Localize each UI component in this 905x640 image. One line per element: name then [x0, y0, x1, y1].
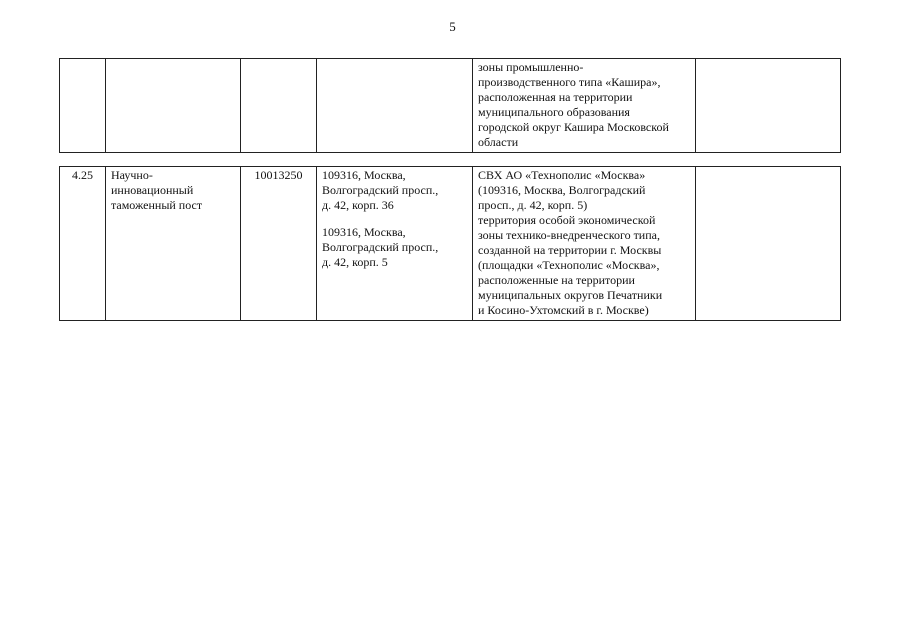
zone-line: городской округ Кашира Московской: [478, 120, 669, 134]
page-number: 5: [449, 19, 456, 34]
continuation-table: [59, 58, 841, 153]
zone-line: территория особой экономической: [478, 213, 656, 227]
cell-address: [317, 167, 473, 321]
zone-line: расположенная на территории: [478, 90, 633, 104]
zone-line: зоны промышленно-: [478, 60, 584, 74]
zone-line: просп., д. 42, корп. 5): [478, 198, 588, 212]
zone-line: муниципального образования: [478, 105, 630, 119]
address-line: д. 42, корп. 36: [322, 198, 394, 212]
address-line: д. 42, корп. 5: [322, 255, 388, 269]
zone-line: созданной на территории г. Москвы: [478, 243, 662, 257]
address-line: 109316, Москва,: [322, 168, 406, 182]
cell-name: [106, 167, 241, 321]
cell-number: 4.25: [60, 167, 106, 321]
zone-line: области: [478, 135, 519, 149]
address-gap: [322, 213, 467, 225]
name-line: таможенный пост: [111, 198, 203, 212]
cell-code: 10013250: [241, 167, 317, 321]
table-row: [60, 59, 841, 153]
name-line: Научно-: [111, 168, 153, 182]
zone-line: производственного типа «Кашира»,: [478, 75, 661, 89]
zone-line: муниципальных округов Печатники: [478, 288, 663, 302]
cell-name: [106, 59, 241, 153]
customs-post-table: [59, 166, 841, 321]
zone-line: (площадки «Технополис «Москва»,: [478, 258, 660, 272]
address-line: Волгоградский просп.,: [322, 240, 439, 254]
address-line: Волгоградский просп.,: [322, 183, 439, 197]
zone-line: расположенные на территории: [478, 273, 635, 287]
zone-line: и Косино-Ухтомский в г. Москве): [478, 303, 649, 317]
table-row: [60, 167, 841, 321]
address-line: 109316, Москва,: [322, 225, 406, 239]
cell-zone: [473, 59, 696, 153]
cell-address: [317, 59, 473, 153]
cell-zone: [473, 167, 696, 321]
zone-line: (109316, Москва, Волгоградский: [478, 183, 646, 197]
zone-line: зоны технико-внедренческого типа,: [478, 228, 660, 242]
cell-extra: [696, 59, 841, 153]
zone-line: СВХ АО «Технополис «Москва»: [478, 168, 646, 182]
cell-code: [241, 59, 317, 153]
cell-extra: [696, 167, 841, 321]
name-line: инновационный: [111, 183, 194, 197]
cell-number: [60, 59, 106, 153]
